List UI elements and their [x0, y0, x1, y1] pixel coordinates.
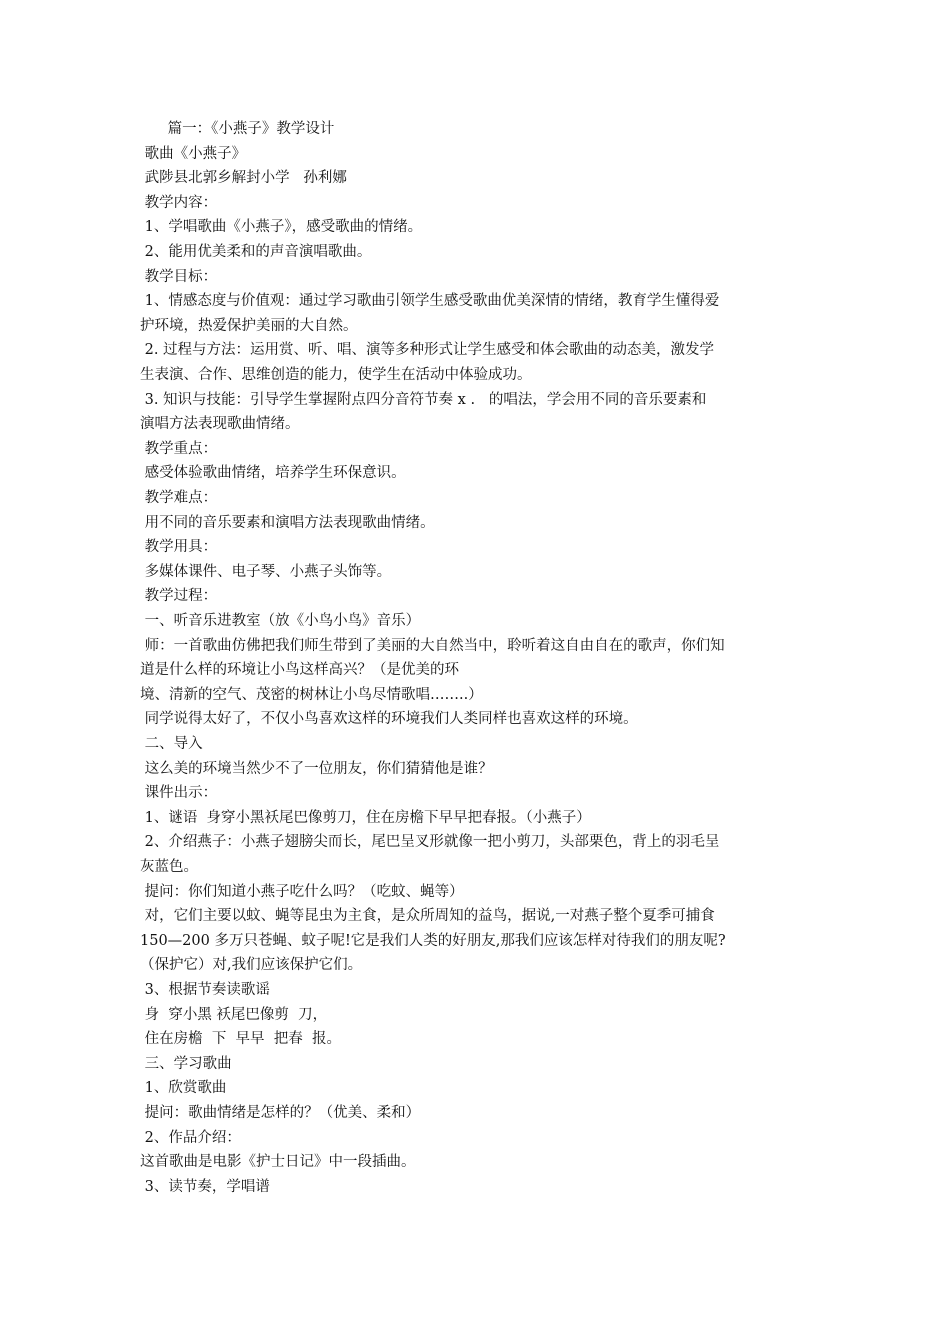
- text-line: 多媒体课件、电子琴、小燕子头饰等。: [140, 563, 392, 580]
- text-line: 师：一首歌曲仿佛把我们师生带到了美丽的大自然当中，聆听着这自由自在的歌声，你们知: [140, 637, 725, 654]
- text-line: 150—200 多万只苍蝇、蚊子呢!它是我们人类的好朋友,那我们应该怎样对待我们的朋友呢?: [140, 932, 726, 949]
- text-line: 武陟县北郭乡解封小学 孙利娜: [140, 170, 347, 187]
- text-line: 境、清新的空气、茂密的树林让小鸟尽情歌唱……..）: [140, 686, 483, 703]
- text-line: 1、谜语 身穿小黑袄尾巴像剪刀，住在房檐下早早把春报。（小燕子）: [140, 809, 591, 826]
- text-line: 2、能用优美柔和的声音演唱歌曲。: [140, 244, 372, 260]
- text-line: 对，它们主要以蚊、蝇等昆虫为主食，是众所周知的益鸟，据说,一对燕子整个夏季可捕食: [140, 908, 715, 925]
- text-line: 教学内容：: [140, 194, 218, 211]
- text-line: 教学过程：: [140, 588, 218, 605]
- text-line: 道是什么样的环境让小鸟这样高兴？（是优美的环: [140, 662, 459, 679]
- text-line: 3、根据节奏读歌谣: [140, 982, 270, 998]
- text-line: 教学重点：: [140, 440, 218, 457]
- text-line: 用不同的音乐要素和演唱方法表现歌曲情绪。: [140, 514, 435, 531]
- text-line: 提问：歌曲情绪是怎样的？（优美、柔和）: [140, 1105, 421, 1121]
- text-line: 同学说得太好了，不仅小鸟喜欢这样的环境我们人类同样也喜欢这样的环境。: [140, 711, 638, 728]
- text-line: 1、学唱歌曲《小燕子》，感受歌曲的情绪。: [140, 219, 423, 236]
- text-line: 感受体验歌曲情绪，培养学生环保意识。: [140, 465, 406, 482]
- text-line: 提问：你们知道小燕子吃什么吗？（吃蚊、蝇等）: [140, 883, 464, 900]
- text-line: 一、听音乐进教室（放《小鸟小鸟》音乐）: [140, 613, 421, 629]
- text-line: 护环境，热爱保护美丽的大自然。: [140, 317, 358, 334]
- text-line: 教学难点：: [140, 490, 218, 506]
- text-line: 这么美的环境当然少不了一位朋友，你们猜猜他是谁？: [140, 760, 493, 777]
- text-line: 身 穿小黑 袄尾巴像剪 刀，: [140, 1006, 328, 1023]
- text-line: 教学目标：: [140, 268, 218, 285]
- text-line: 三、学习歌曲: [140, 1055, 232, 1072]
- text-line: 1、情感态度与价值观：通过学习歌曲引领学生感受歌曲优美深情的情绪，教育学生懂得爱: [140, 293, 720, 310]
- text-line: 这首歌曲是电影《护士日记》中一段插曲。: [140, 1154, 416, 1171]
- text-line: 二、导入: [140, 736, 203, 752]
- text-line: 课件出示：: [140, 785, 218, 802]
- text-line: 3、读节奏，学唱谱: [140, 1178, 270, 1195]
- text-line: 2、介绍燕子：小燕子翅膀尖而长，尾巴呈叉形就像一把小剪刀，头部栗色，背上的羽毛呈: [140, 834, 720, 851]
- text-line: 1、欣赏歌曲: [140, 1080, 227, 1097]
- text-line: 2、作品介绍：: [140, 1129, 241, 1146]
- text-line: 篇一：《小燕子》教学设计: [140, 121, 335, 137]
- text-line: （保护它）对,我们应该保护它们。: [140, 957, 363, 974]
- text-line: 歌曲《小燕子》: [140, 145, 247, 162]
- text-line: 灰蓝色。: [140, 859, 198, 875]
- text-line: 生表演、合作、思维创造的能力，使学生在活动中体验成功。: [140, 367, 532, 383]
- text-line: 2. 过程与方法：运用赏、听、唱、演等多种形式让学生感受和体会歌曲的动态美，激发学: [140, 342, 715, 359]
- text-line: 教学用具：: [140, 539, 218, 556]
- text-line: 演唱方法表现歌曲情绪。: [140, 416, 300, 433]
- text-line: 3. 知识与技能：引导学生掌握附点四分音符节奏 x . 的唱法，学会用不同的音乐要素和: [140, 391, 707, 408]
- text-line: 住在房檐 下 早早 把春 报。: [140, 1031, 341, 1048]
